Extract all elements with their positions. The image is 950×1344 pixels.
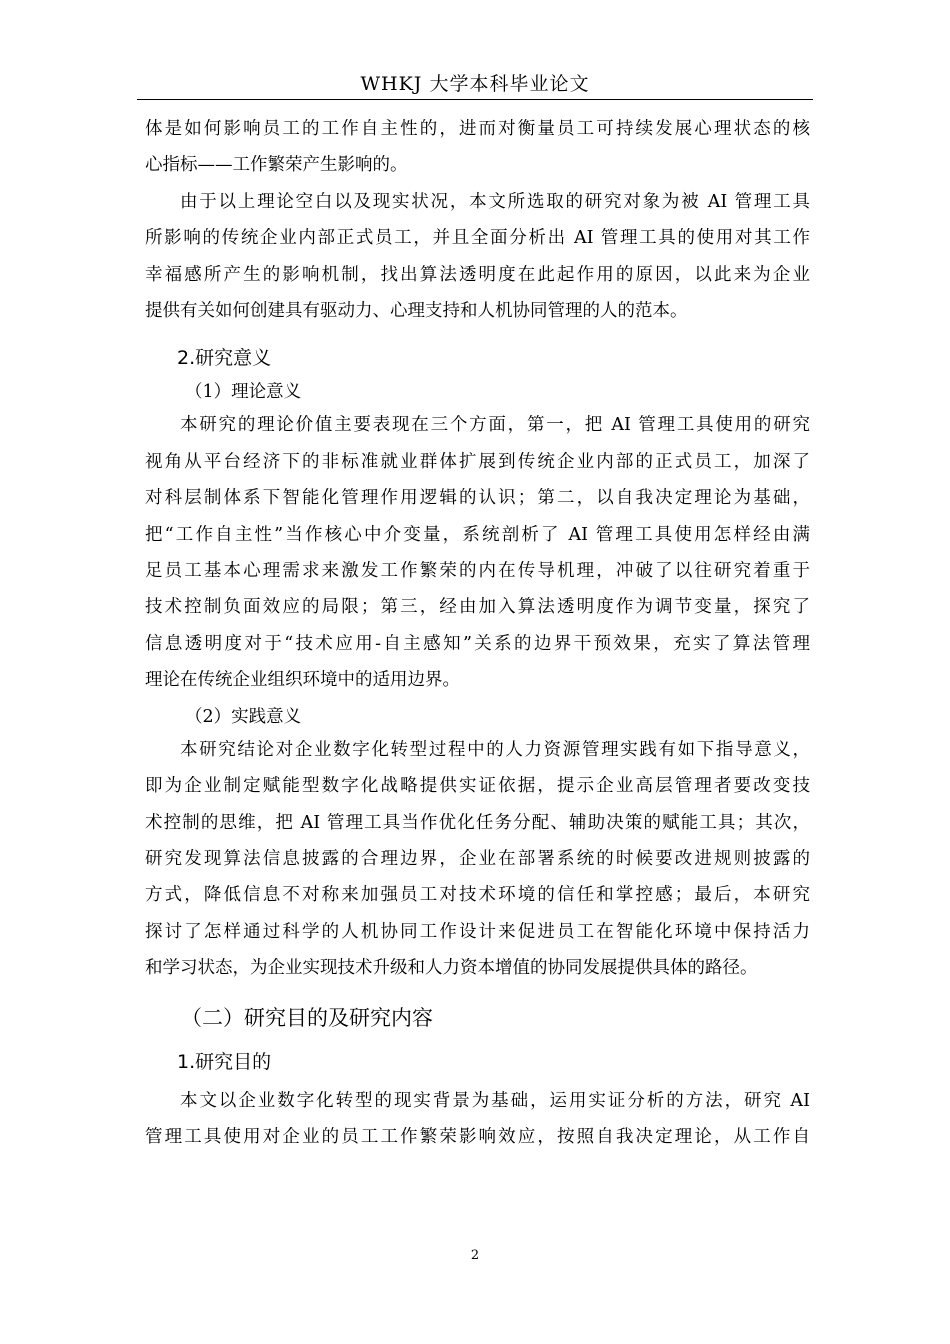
text-line: 体是如何影响员工的工作自主性的，进而对衡量员工可持续发展心理状态的核 <box>145 119 810 139</box>
text-line: 探讨了怎样通过科学的人机协同工作设计来促进员工在智能化环境中保持活力 <box>145 921 810 942</box>
header-rule <box>137 99 813 100</box>
paragraph-continuation <box>145 111 810 184</box>
subheading-theoretical-significance: （1）理论意义 <box>185 382 302 403</box>
text-line: 足员工基本心理需求来激发工作繁荣的内在传导机理，冲破了以往研究着重于 <box>145 561 810 582</box>
text-line: 本研究的理论价值主要表现在三个方面，第一，把 AI 管理工具使用的研究 <box>180 415 810 436</box>
text-line: 对科层制体系下智能化管理作用逻辑的认识；第二，以自我决定理论为基础， <box>145 488 810 509</box>
paragraph-research-object <box>145 184 810 330</box>
text-line: 信息透明度对于“技术应用-自主感知”关系的边界干预效果，充实了算法管理 <box>145 633 810 654</box>
text-line: 技术控制负面效应的局限；第三，经由加入算法透明度作为调节变量，探究了 <box>145 597 810 618</box>
running-header: WHKJ 大学本科毕业论文 <box>360 73 590 95</box>
text-line: 方式，降低信息不对称来加强员工对技术环境的信任和掌控感；最后，本研究 <box>145 885 810 906</box>
paragraph-theoretical-significance <box>145 407 810 698</box>
text-line: 幸福感所产生的影响机制，找出算法透明度在此起作用的原因，以此来为企业 <box>145 264 810 285</box>
section-heading: （二）研究目的及研究内容 <box>181 1005 433 1030</box>
heading-research-purpose: 1.研究目的 <box>177 1050 272 1073</box>
text-line: 本文以企业数字化转型的现实背景为基础，运用实证分析的方法，研究 AI <box>180 1090 810 1111</box>
text-line: 术控制的思维，把 AI 管理工具当作优化任务分配、辅助决策的赋能工具；其次， <box>145 812 810 833</box>
text-line: 由于以上理论空白以及现实状况，本文所选取的研究对象为被 AI 管理工具 <box>180 191 810 212</box>
text-line: 理论在传统企业组织环境中的适用边界。 <box>145 670 460 691</box>
text-line: 管理工具使用对企业的员工工作繁荣影响效应，按照自我决定理论，从工作自 <box>145 1126 810 1147</box>
text-line: 即为企业制定赋能型数字化战略提供实证依据，提示企业高层管理者要改变技 <box>145 776 810 797</box>
text-line: 所影响的传统企业内部正式员工，并且全面分析出 AI 管理工具的使用对其工作 <box>145 228 810 249</box>
text-line: 和学习状态，为企业实现技术升级和人力资本增值的协同发展提供具体的路径。 <box>145 958 758 979</box>
paragraph-research-purpose <box>145 1083 810 1156</box>
text-line: 视角从平台经济下的非标准就业群体扩展到传统企业内部的正式员工，加深了 <box>145 451 810 472</box>
text-line: 把“工作自主性”当作核心中介变量，系统剖析了 AI 管理工具使用怎样经由满 <box>145 524 810 545</box>
heading-research-significance: 2.研究意义 <box>177 347 272 370</box>
paragraph-practical-significance <box>145 732 810 987</box>
page-number: 2 <box>470 1248 480 1263</box>
text-line: 本研究结论对企业数字化转型过程中的人力资源管理实践有如下指导意义， <box>180 739 810 760</box>
page-body <box>145 111 810 1155</box>
text-line: 提供有关如何创建具有驱动力、心理支持和人机协同管理的人的范本。 <box>145 301 688 322</box>
text-line: 研究发现算法信息披露的合理边界，企业在部署系统的时候要改进规则披露的 <box>145 848 810 869</box>
text-line: 心指标——工作繁荣产生影响的。 <box>145 155 408 176</box>
subheading-practical-significance: （2）实践意义 <box>185 706 302 727</box>
